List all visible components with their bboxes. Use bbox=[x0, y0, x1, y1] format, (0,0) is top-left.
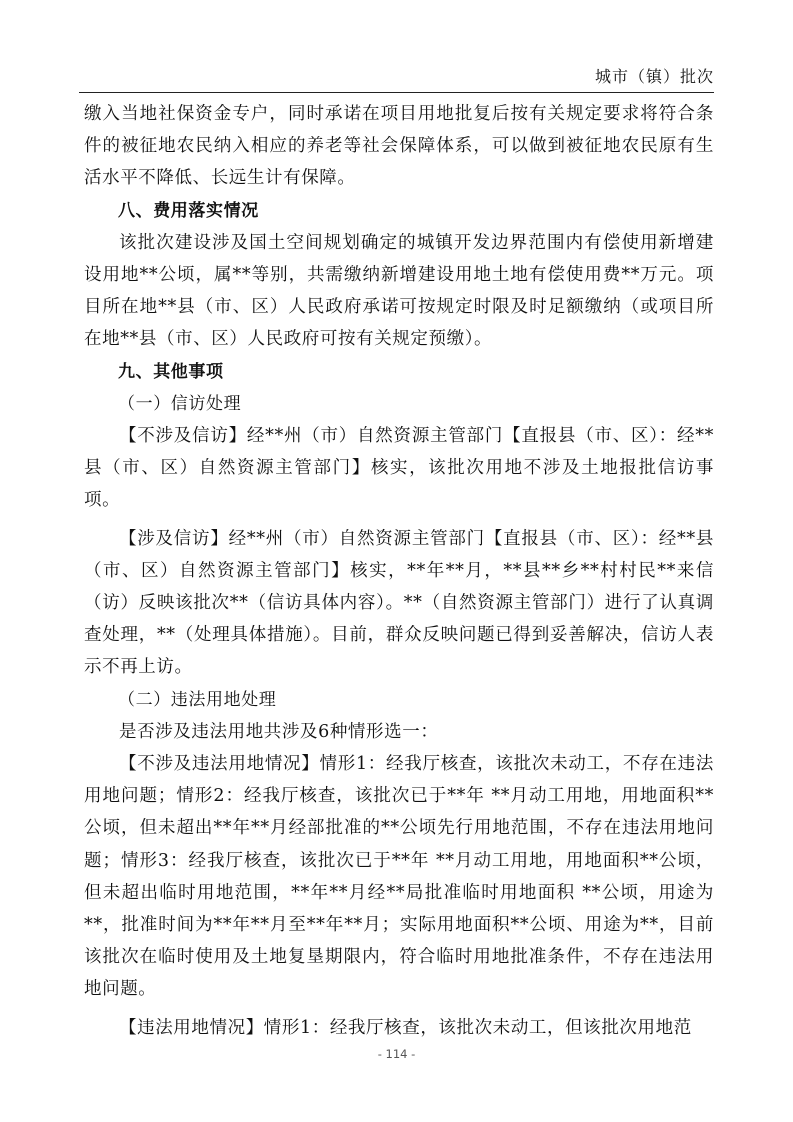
paragraph-no-illegal-land: 【不涉及违法用地情况】情形1：经我厅核查，该批次未动工，不存在违法用地问题；情形2：经我厅核查，该批次已于**年 **月动工用地，用地面积**公顷，但未超出**年**月经部批准的**公顷先行用地范围，不存在违法用地问题；情形3：经我厅核查，该批次已于**年 **月动工用地，用地面积**公顷，但未超出临时用地范围，**年**月经**局批准临时用地面积 **公顷，用途为**，批准时间为**年**月至**年**月；实际用地面积**公顷、用途为**，目前该批次在临时使用及土地复垦期限内，符合临时用地批准条件，不存在违法用地问题。 bbox=[84, 754, 714, 1000]
paragraph-illegal-land: 【违法用地情况】情形1：经我厅核查，该批次未动工，但该批次用地范 bbox=[119, 1017, 692, 1038]
section-heading-costs: 八、费用落实情况 bbox=[118, 200, 259, 221]
subheading-illegal-land: （二）违法用地处理 bbox=[118, 689, 277, 710]
paragraph-social-security: 缴入当地社保资金专户，同时承诺在项目用地批复后按有关规定要求将符合条件的被征地农民纳入相应的养老等社会保障体系，可以做到被征地农民原有生活水平不降低、长远生计有保障。 bbox=[84, 104, 714, 189]
header-title: 城市（镇）批次 bbox=[594, 67, 714, 86]
header-rule bbox=[79, 92, 714, 93]
paragraph-no-petition: 【不涉及信访】经**州（市）自然资源主管部门【直报县（市、区）：经**县（市、区）自然资源主管部门】核实，该批次用地不涉及土地报批信访事项。 bbox=[84, 426, 714, 511]
section-heading-other: 九、其他事项 bbox=[118, 361, 224, 382]
page-number: - 114 - bbox=[377, 1047, 416, 1061]
document-body bbox=[84, 98, 714, 1044]
paragraph-petition: 【涉及信访】经**州（市）自然资源主管部门【直报县（市、区）：经**县（市、区）自然资源主管部门】核实，**年**月，**县**乡**村村民**来信（访）反映该批次**（信访具体内容）。**（自然资源主管部门）进行了认真调查处理，**（处理具体措施）。目前，群众反映问题已得到妥善解决，信访人表示不再上访。 bbox=[84, 528, 714, 678]
subheading-petition: （一）信访处理 bbox=[118, 393, 242, 414]
paragraph-costs: 该批次建设涉及国土空间规划确定的城镇开发边界范围内有偿使用新增建设用地**公顷，属**等别，共需缴纳新增建设用地土地有偿使用费**万元。项目所在地**县（市、区）人民政府承诺可按规定时限及时足额缴纳（或项目所在地**县（市、区）人民政府可按有关规定预缴）。 bbox=[84, 232, 714, 350]
paragraph-six-cases: 是否涉及违法用地共涉及6种情形选一： bbox=[119, 721, 439, 742]
